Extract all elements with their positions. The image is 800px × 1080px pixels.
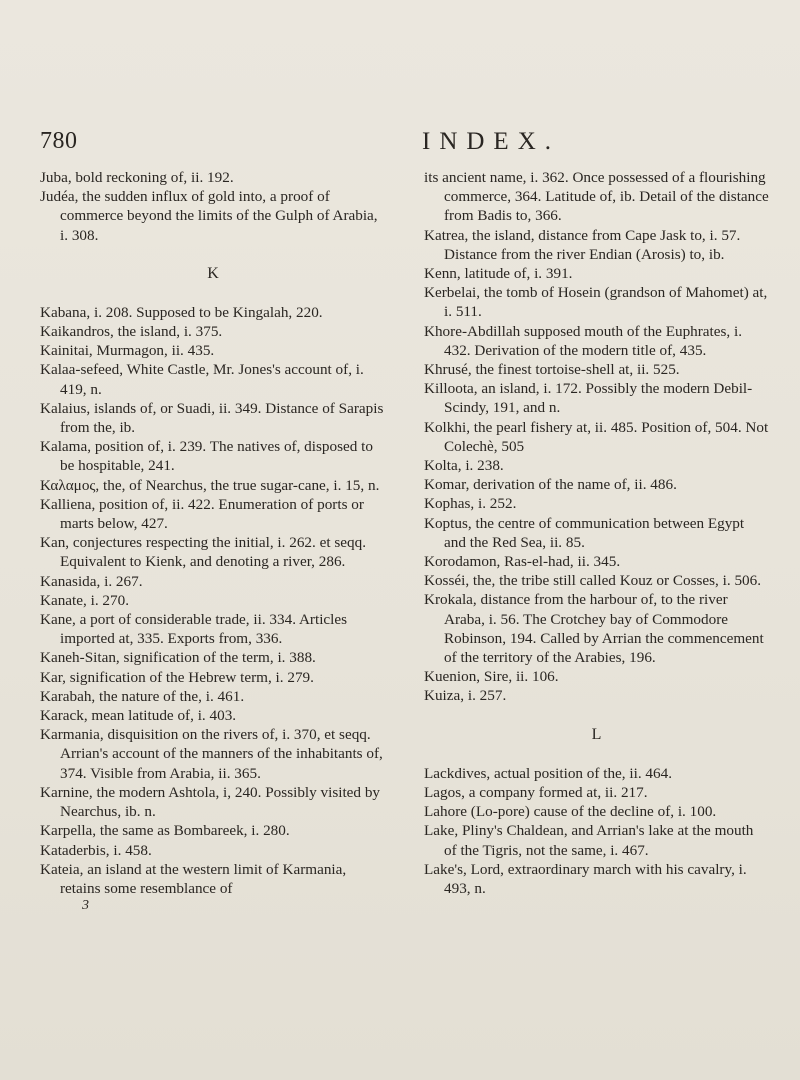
index-entry: Lake, Pliny's Chaldean, and Arrian's lake at the mouth of the Tigris, not the same, i. 467. — [424, 822, 754, 859]
running-head: INDEX. — [422, 128, 561, 155]
index-entry: Kosséi, the, the tribe still called Kouz or Cosses, i. 506. — [424, 572, 762, 590]
index-entry: Kataderbis, i. 458. — [40, 841, 152, 859]
index-entry: Karmania, disquisition on the rivers of, i. 370, et seqq. Arrian's account of the manners of the inhabitants of, 374. Visible from Arabia, ii. 365. — [40, 726, 383, 782]
index-entry: Lahore (Lo-pore) cause of the decline of, i. 100. — [424, 803, 717, 821]
index-entry: Kenn, latitude of, i. 391. — [424, 265, 573, 283]
index-entry: Karnine, the modern Ashtola, i, 240. Possibly visited by Nearchus, ib. n. — [40, 783, 381, 821]
index-entry: Kuenion, Sire, ii. 106. — [424, 668, 559, 686]
index-entry: Kabana, i. 208. Supposed to be Kingalah, 220. — [40, 303, 323, 321]
index-entry: Kalaa-sefeed, White Castle, Mr. Jones's account of, i. 419, n. — [40, 361, 364, 398]
index-entry: Korodamon, Ras-el-had, ii. 345. — [424, 553, 621, 571]
index-entry: Kan, conjectures respecting the initial, i. 262. et seqq. Equivalent to Kienk, and denoting a river, 286. — [40, 534, 367, 571]
index-entry: Kaikandros, the island, i. 375. — [40, 323, 223, 341]
index-entry: Kalaius, islands of, or Suadi, ii. 349. Distance of Sarapis from the, ib. — [40, 399, 384, 437]
page-number: 780 — [40, 128, 78, 154]
index-entry: Kalliena, position of, ii. 422. Enumeration of ports or marts below, 427. — [40, 495, 364, 533]
index-entry: Kuiza, i. 257. — [424, 687, 507, 705]
index-entry: Lagos, a company formed at, ii. 217. — [424, 783, 648, 801]
index-entry: Krokala, distance from the harbour of, to the river Araba, i. 56. The Crotchey bay of Commodore Robinson, 194. Called by Arrian the commencement of the territory of the Arabies, 196. — [424, 591, 764, 667]
index-columns — [40, 168, 769, 1028]
signature-mark: 3 — [82, 898, 89, 914]
index-entry: Komar, derivation of the name of, ii. 486. — [424, 476, 677, 494]
index-entry: Kar, signification of the Hebrew term, i. 279. — [40, 668, 314, 686]
index-entry: Kolkhi, the pearl fishery at, ii. 485. Position of, 504. Not Colechè, 505 — [424, 418, 769, 455]
right-column — [424, 168, 769, 898]
index-entry: Kane, a port of considerable trade, ii. 334. Articles imported at, 335. Exports from, 336. — [40, 611, 348, 648]
section-letter-k: K — [207, 264, 219, 282]
page-header — [40, 128, 760, 160]
section-letter-l: L — [591, 725, 602, 743]
index-entry: Lake's, Lord, extraordinary march with his cavalry, i. 493, n. — [424, 860, 747, 897]
index-entry: Juba, bold reckoning of, ii. 192. — [40, 169, 234, 186]
index-entry: Kainitai, Murmagon, ii. 435. — [40, 342, 215, 360]
index-entry: its ancient name, i. 362. Once possessed of a flourishing commerce, 364. Latitude of, ib. Detail of the distance from Badis to, 366. — [424, 169, 769, 225]
index-entry: Kanasida, i. 267. — [40, 572, 143, 590]
left-column — [40, 168, 386, 914]
index-entry: Khore-Abdillah supposed mouth of the Euphrates, i. 432. Derivation of the modern title of, 435. — [424, 322, 743, 359]
index-entry: Kaneh-Sitan, signification of the term, i. 388. — [40, 649, 316, 667]
index-entry: Καλαμος, the, of Nearchus, the true sugar-cane, i. 15, n. — [40, 476, 380, 494]
index-entry: Kateia, an island at the western limit of Karmania, retains some resemblance of — [40, 860, 347, 897]
index-entry: Koptus, the centre of communication between Egypt and the Red Sea, ii. 85. — [424, 514, 745, 551]
index-entry: Judéa, the sudden influx of gold into, a proof of commerce beyond the limits of the Gulph of Arabia, i. 308. — [40, 188, 378, 244]
index-entry: Khrusé, the finest tortoise-shell at, ii. 525. — [424, 361, 680, 379]
index-entry: Lackdives, actual position of the, ii. 464. — [424, 764, 673, 782]
index-entry: Karabah, the nature of the, i. 461. — [40, 687, 245, 705]
index-entry: Kophas, i. 252. — [424, 495, 517, 513]
index-entry: Kolta, i. 238. — [424, 457, 504, 475]
index-entry: Karack, mean latitude of, i. 403. — [40, 707, 237, 725]
index-entry: Karpella, the same as Bombareek, i. 280. — [40, 822, 290, 840]
index-entry: Kanate, i. 270. — [40, 591, 129, 609]
index-entry: Kalama, position of, i. 239. The natives of, disposed to be hospitable, 241. — [40, 438, 373, 475]
index-entry: Kerbelai, the tomb of Hosein (grandson of Mahomet) at, i. 511. — [424, 284, 768, 321]
index-entry: Katrea, the island, distance from Cape Jask to, i. 57. Distance from the river Endian (Arosis) to, ib. — [424, 226, 741, 263]
index-entry: Killoota, an island, i. 172. Possibly the modern Debil-Scindy, 191, and n. — [424, 380, 753, 417]
